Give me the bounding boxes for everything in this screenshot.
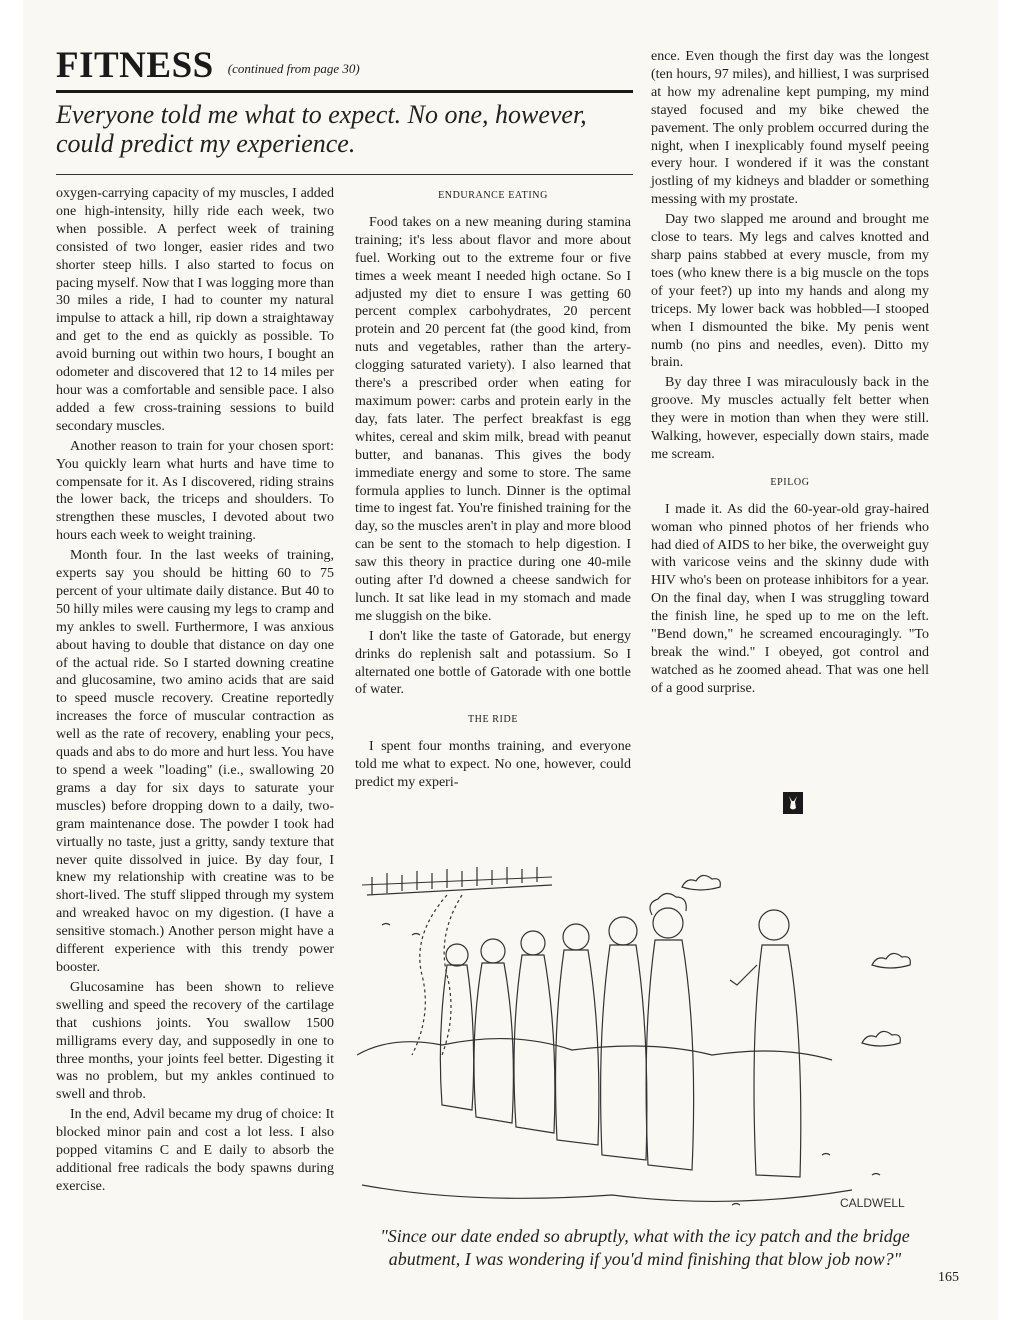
paragraph: Glucosamine has been shown to relieve swelling and speed the recovery of the cartilage that cushions joints. You swallow 1500 milligrams every day, and supposedly in one to three months, your joints feel better. Digesting it was no problem, but my ankles continued to swell and throb. (56, 979, 334, 1103)
header-rule (56, 90, 633, 93)
paragraph: I made it. As did the 60-year-old gray-haired woman who pinned photos of her friends who had died of AIDS to her bike, the overweight guy with varicose veins and the skinny dude with HIV who's been on protease inhibitors for a year. On the final day, when I was struggling toward the finish line, he sped up to me on the left. "Bend down," he screamed encouragingly. "To break the wind." I obeyed, got control and watched as he zoomed ahead. That was one hell of a good surprise. (651, 501, 929, 696)
pull-quote-rule (56, 174, 633, 175)
subhead-endurance-eating: ENDURANCE EATING (438, 190, 548, 201)
cartoon-caption: "Since our date ended so abruptly, what with the icy patch and the bridge abutment, I was wondering if you'd mind finishing that blow job now?" (380, 1226, 910, 1269)
paragraph: I don't like the taste of Gatorade, but energy drinks do replenish salt and potassium. So I alternated one bottle of Gatorade with one bottle of water. (355, 628, 631, 698)
subhead-epilog: EPILOG (770, 476, 810, 488)
article-header (56, 44, 636, 92)
subhead-the-ride: THE RIDE (467, 714, 519, 726)
section-title: FITNESS (56, 45, 214, 86)
pull-quote: Everyone told me what to expect. No one, however, could predict my experience. (56, 100, 587, 158)
cartoonist-signature: CALDWELL (840, 1196, 905, 1210)
paragraph: ence. Even though the first day was the longest (ten hours, 97 miles), and hilliest, I was surprised at how my adrenaline kept pumping, my mind stayed focused and my bike chewed the pavement. The only problem occurred during the night, when I inexplicably found myself peeing every hour. I wondered if it was the constant jostling of my kidneys and bladder or something messing with my prostate. (651, 49, 929, 208)
page-number: 165 (938, 1270, 959, 1285)
cartoon-illustration (352, 855, 942, 1225)
paragraph: Month four. In the last weeks of training, experts say you should be hitting 60 to 75 percent of your ultimate daily distance. But 40 to 50 hilly miles were causing my legs to cramp and my ankles to swell. Furthermore, I was anxious about having to double that distance on day one of the actual ride. So I started downing creatine and glucosamine, two amino acids that are said to speed muscle recovery. Creatine reportedly increases the force of muscular contraction as well as the rate of recovery, enabling your pecs, quads and abs to do more and hurt less. You have to spend a week "loading" (i.e., swallowing 20 grams a day for six days to saturate your muscles) before dropping down to a daily, two-gram maintenance dose. The powder I took had virtually no taste, just a gritty, sandy texture that never quite dissolved in juice. By day four, I knew my relationship with creatine was to be short-lived. The stuff slipped through my system and wreaked havoc on my digestion. (I have a sensitive stomach.) Another person might have a different experience with this trendy power booster. (56, 548, 334, 975)
paragraph: Food takes on a new meaning during stamina training; it's less about flavor and more about fuel. Working out to the extreme four or five times a week meant I needed high octane. So I adjusted my diet to ensure I was getting 60 percent complex carbohydrates, 20 percent protein and 20 percent fat (the good kind, from nuts and vegetables, rather than the artery-clogging saturated variety). I also learned that there's a prescribed order when eating for maximum power: carbs and protein early in the day, fats later. The perfect breakfast is egg whites, cereal and skim milk, bread with peanut butter, and bananas. This gives the body immediate energy and some to store. The same formula applies to lunch. Dinner is the optimal time to ingest fat. You're finished training for the day, so the muscles aren't in play and more blood can be sent to the stomach to help digestion. I saw this theory in practice during one 40-mile outing after I'd downed a cheese sandwich for lunch. It sat like lead in my stomach and made me sluggish on the bike. (355, 214, 631, 624)
paragraph: oxygen-carrying capacity of my muscles, I added one high-intensity, hilly ride each week, two when possible. A perfect week of training consisted of two longer, easier rides and two shorter steep hills. I also started to focus on pacing myself. Now that I was logging more than 30 miles a ride, I had to counter my natural impulse to attack a hill, rip down a straightaway and get to the end as quickly as possible. To avoid burning out within two hours, I bought an odometer and discovered that 12 to 14 miles per hour was a comfortable and sensible pace. I also added a few cross-training sessions to build secondary muscles. (56, 186, 334, 434)
paragraph: By day three I was miraculously back in the groove. My muscles actually felt better when they were in motion than when they were still. Walking, however, especially down stairs, made me scream. (651, 375, 929, 462)
paragraph: Another reason to train for your chosen sport: You quickly learn what hurts and have time to compensate for it. As I discovered, riding strains the lower back, the triceps and shoulders. To strengthen these muscles, I devoted about two hours each week to weight training. (56, 438, 334, 544)
text-column-2 (355, 185, 631, 794)
cartoon-drawing (357, 867, 910, 1205)
text-column-3 (651, 48, 929, 700)
text-column-1 (56, 185, 334, 1198)
paragraph: Day two slapped me around and brought me close to tears. My legs and calves knotted and sharp pains stabbed at every muscle, from my toes (who knew there is a big muscle on the tops of your feet?) up into my hands and along my triceps. My lower back was hobbled—I stooped when I dismounted the bike. My penis went numb (no pins and needles, even). Ditto my brain. (651, 212, 929, 371)
continued-note: (continued from page 30) (227, 61, 360, 76)
paragraph: In the end, Advil became my drug of choice: It blocked minor pain and cost a lot less. I also popped vitamins C and E daily to absorb the additional free radicals the body spawns during exercise. (56, 1107, 334, 1194)
rabbit-head-icon (783, 792, 803, 814)
paragraph: I spent four months training, and everyone told me what to expect. No one, however, could predict my experi- (355, 739, 631, 791)
